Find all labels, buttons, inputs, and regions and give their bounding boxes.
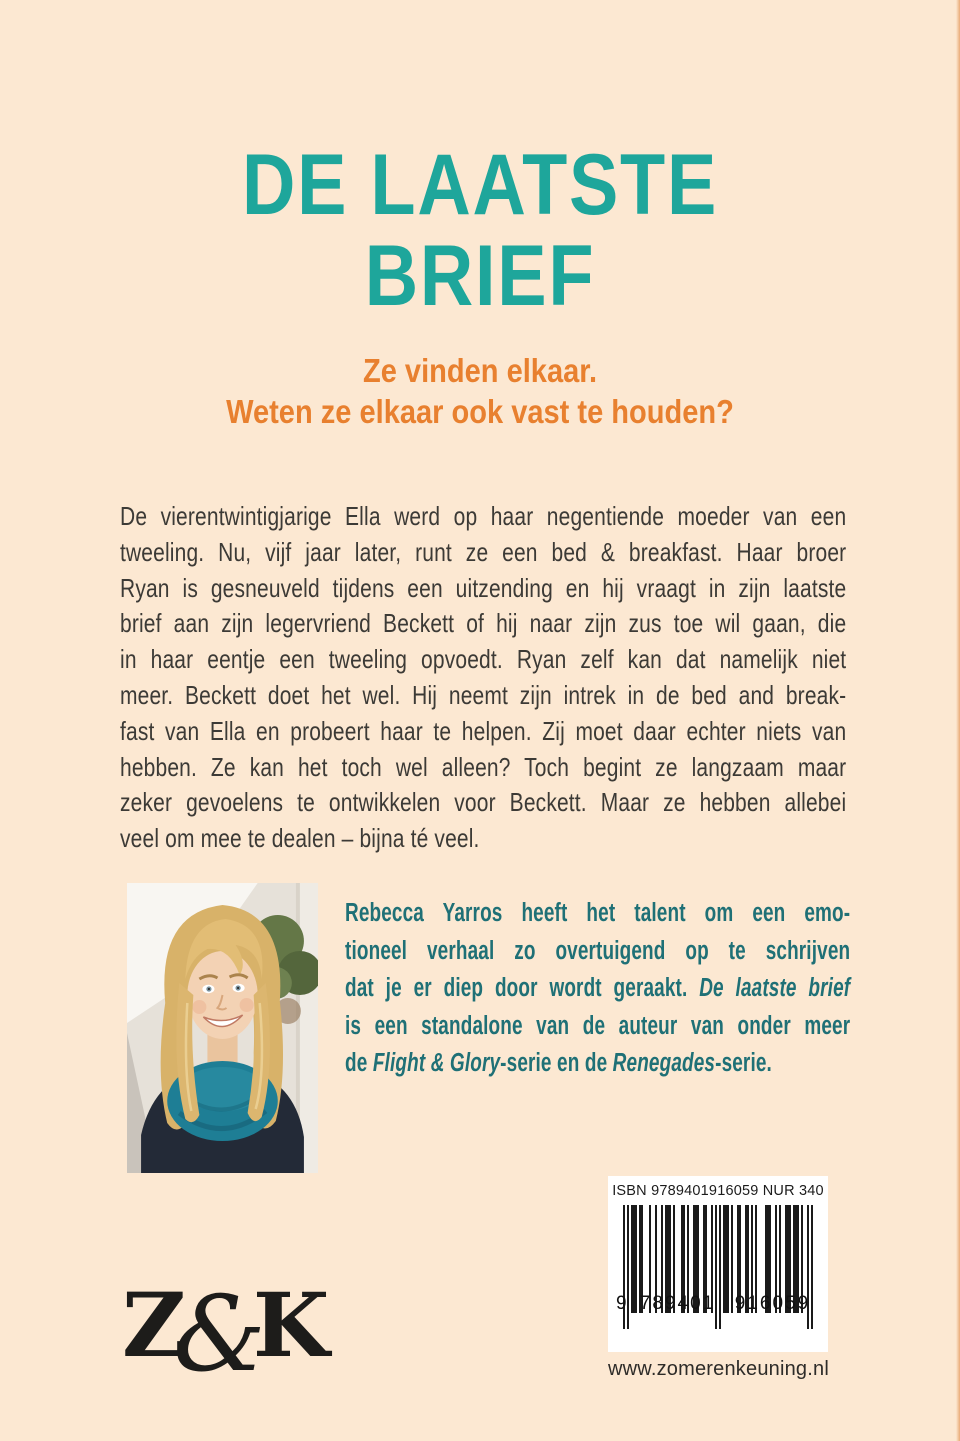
publisher-logo-z: Z [122,1273,187,1377]
barcode-digit-group: 916059 [734,1293,811,1314]
synopsis-line: brief aan zijn legervriend Beckett of hij naar zijn zus toe wil gaan, die [120,608,847,639]
barcode-digit-group: 9 [616,1293,627,1314]
blurb-line [345,970,850,1008]
tagline-line-2: Weten ze elkaar ook vast te houden? [226,393,734,430]
publisher-logo [122,1270,330,1395]
barcode-digits [616,1293,820,1315]
title-line-2: BRIEF [364,228,596,324]
blurb-text: -serie en de [500,1049,613,1077]
publisher-logo-k: K [252,1273,330,1377]
blurb-line: tioneel verhaal zo overtuigend op te schrijven [345,936,851,965]
blurb-book-title-italic: De laatste brief [699,974,851,1002]
blurb-text: dat je er diep door wordt geraakt. [345,974,700,1002]
publisher-website: www.zomerenkeuning.nl [608,1358,829,1380]
blurb-line: Rebecca Yarros heeft het talent om een emo- [345,899,851,927]
synopsis-line: De vierentwintigjarige Ella werd op haar negentiende moeder van een [120,501,847,531]
cover-right-edge [956,0,960,1441]
synopsis-line: meer. Beckett doet het wel. Hij neemt zijn intrek in de bed and break- [120,679,847,710]
synopsis-paragraph [120,499,846,857]
barcode-digit-group: 789401 [639,1293,716,1314]
synopsis-line: veel om mee te dealen – bijna té veel. [120,823,480,854]
book-title [67,137,893,324]
blurb-text: de [345,1049,373,1077]
barcode-block [608,1176,828,1352]
synopsis-line: zeker gevoelens te ontwikkelen voor Beckett. Maar ze hebben allebei [120,787,847,818]
blurb-line [345,1045,850,1083]
tagline-line-1: Ze vinden elkaar. [362,352,598,389]
synopsis-line: hebben. Ze kan het toch wel alleen? Toch begint ze langzaam maar [120,751,847,782]
blurb-text: -serie. [715,1049,772,1077]
author-blurb [345,895,850,1083]
title-line-1: DE LAATSTE [241,137,719,233]
tagline [58,350,903,432]
synopsis-line: Ryan is gesneuveld tijdens een uitzending en hij vraagt in zijn laatste [120,572,847,603]
author-photo [127,883,318,1173]
blurb-series-italic: Flight & Glory [372,1049,501,1077]
blurb-series-italic: Renegades [612,1049,716,1077]
publisher-logo-ampersand: & [173,1273,266,1395]
synopsis-line: in haar eentje een tweeling opvoedt. Ryan zelf kan dat namelijk niet [120,644,847,675]
synopsis-line: fast van Ella en probeert haar te helpen. Zij moet daar echter niets van [120,715,847,746]
synopsis-line: tweeling. Nu, vijf jaar later, runt ze een bed & breakfast. Haar broer [120,536,847,567]
isbn-text: ISBN 9789401916059 NUR 340 [612,1183,824,1199]
blurb-line: is een standalone van de auteur van onder meer [345,1011,851,1040]
